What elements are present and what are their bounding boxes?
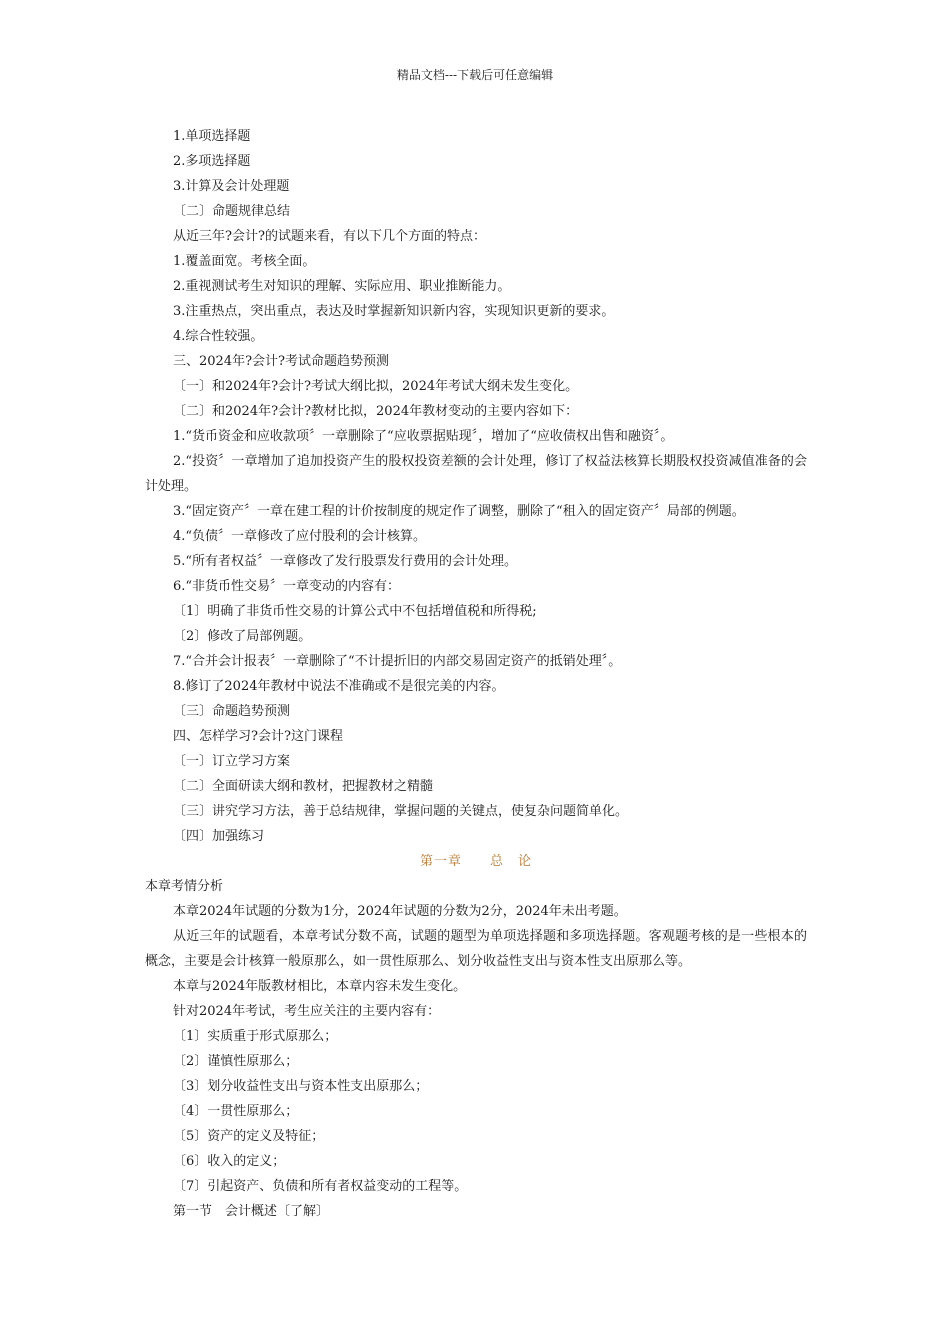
- text-line: 针对2024年考试，考生应关注的主要内容有：: [173, 1004, 441, 1019]
- list-item: 〔5〕资产的定义及特征；: [173, 1129, 325, 1144]
- subheading: 〔一〕订立学习方案: [173, 754, 291, 769]
- text-line: 3.计算及会计处理题: [173, 179, 290, 194]
- text-line: 2.多项选择题: [173, 154, 251, 169]
- text-line: 〔1〕明确了非货币性交易的计算公式中不包括增值税和所得税;: [173, 604, 537, 619]
- subheading: 〔三〕讲究学习方法，善于总结规律，掌握问题的关键点，使复杂问题简单化。: [173, 804, 629, 819]
- text-line: 从近三年?会计?的试题来看，有以下几个方面的特点：: [173, 229, 486, 244]
- list-item: 〔3〕划分收益性支出与资本性支出原那么；: [173, 1079, 429, 1094]
- paragraph: 2.“投资〞一章增加了追加投资产生的股权投资差额的会计处理，修订了权益法核算长期股权投资减值准备的会计处理。: [145, 454, 807, 494]
- text-line: 〔2〕修改了局部例题。: [173, 629, 312, 644]
- paragraph: 从近三年的试题看，本章考试分数不高，试题的题型为单项选择题和多项选择题。客观题考核的是一些根本的概念，主要是会计核算一般原那么，如一贯性原那么、划分收益性支出与资本性支出原那么等。: [145, 929, 807, 969]
- subheading: 〔四〕加强练习: [173, 829, 265, 844]
- text-line: 6.“非货币性交易〞一章变动的内容有：: [173, 579, 401, 594]
- chapter-title-char: 论: [518, 854, 533, 869]
- document-body: [145, 124, 807, 1224]
- text-line: 2.重视测试考生对知识的理解、实际应用、职业推断能力。: [173, 279, 511, 294]
- list-item: 〔7〕引起资产、负债和所有者权益变动的工程等。: [173, 1179, 468, 1194]
- chapter-title-char: 总: [489, 854, 504, 869]
- text-line: 5.“所有者权益〞一章修改了发行股票发行费用的会计处理。: [173, 554, 518, 569]
- text-line: 7.“合并会计报表〞一章删除了“不计提折旧的内部交易固定资产的抵销处理〞。: [173, 654, 622, 669]
- text-line: 本章与2024年版教材相比，本章内容未发生变化。: [173, 979, 467, 994]
- text-line: 1.“货币资金和应收款项〞一章删除了“应收票据贴现〞，增加了“应收债权出售和融资〞。: [173, 429, 674, 444]
- page-header: 精品文档---下载后可任意编辑: [396, 68, 554, 82]
- subheading: 〔二〕命题规律总结: [173, 204, 291, 219]
- section-heading: 第一节 会计概述〔了解〕: [173, 1204, 330, 1219]
- section-heading: 四、怎样学习?会计?这门课程: [173, 729, 343, 744]
- text-line: 本章2024年试题的分数为1分，2024年试题的分数为2分，2024年未出考题。: [173, 904, 627, 919]
- text-line: 4.综合性较强。: [173, 329, 264, 344]
- text-line: 1.覆盖面宽。考核全面。: [173, 254, 316, 269]
- list-item: 〔6〕收入的定义；: [173, 1154, 286, 1169]
- section-heading: 本章考情分析: [145, 879, 224, 894]
- list-item: 〔2〕谨慎性原那么；: [173, 1054, 299, 1069]
- subheading: 〔三〕命题趋势预测: [173, 704, 291, 719]
- text-line: 3.“固定资产〞一章在建工程的计价按制度的规定作了调整，删除了“租入的固定资产〞局部的例题。: [173, 504, 745, 519]
- chapter-number: 第一章: [419, 854, 462, 869]
- chapter-title: [145, 849, 807, 874]
- list-item: 〔4〕一贯性原那么；: [173, 1104, 299, 1119]
- subheading: 〔二〕全面研读大纲和教材，把握教材之精髓: [173, 779, 434, 794]
- text-line: 4.“负债〞一章修改了应付股利的会计核算。: [173, 529, 427, 544]
- text-line: 3.注重热点，突出重点，表达及时掌握新知识新内容，实现知识更新的要求。: [173, 304, 615, 319]
- section-heading: 三、2024年?会计?考试命题趋势预测: [173, 354, 390, 369]
- list-item: 〔1〕实质重于形式原那么；: [173, 1029, 338, 1044]
- subheading: 〔一〕和2024年?会计?考试大纲比拟，2024年考试大纲未发生变化。: [173, 379, 579, 394]
- text-line: 8.修订了2024年教材中说法不准确或不是很完美的内容。: [173, 679, 505, 694]
- subheading: 〔二〕和2024年?会计?教材比拟，2024年教材变动的主要内容如下：: [173, 404, 579, 419]
- text-line: 1.单项选择题: [173, 129, 251, 144]
